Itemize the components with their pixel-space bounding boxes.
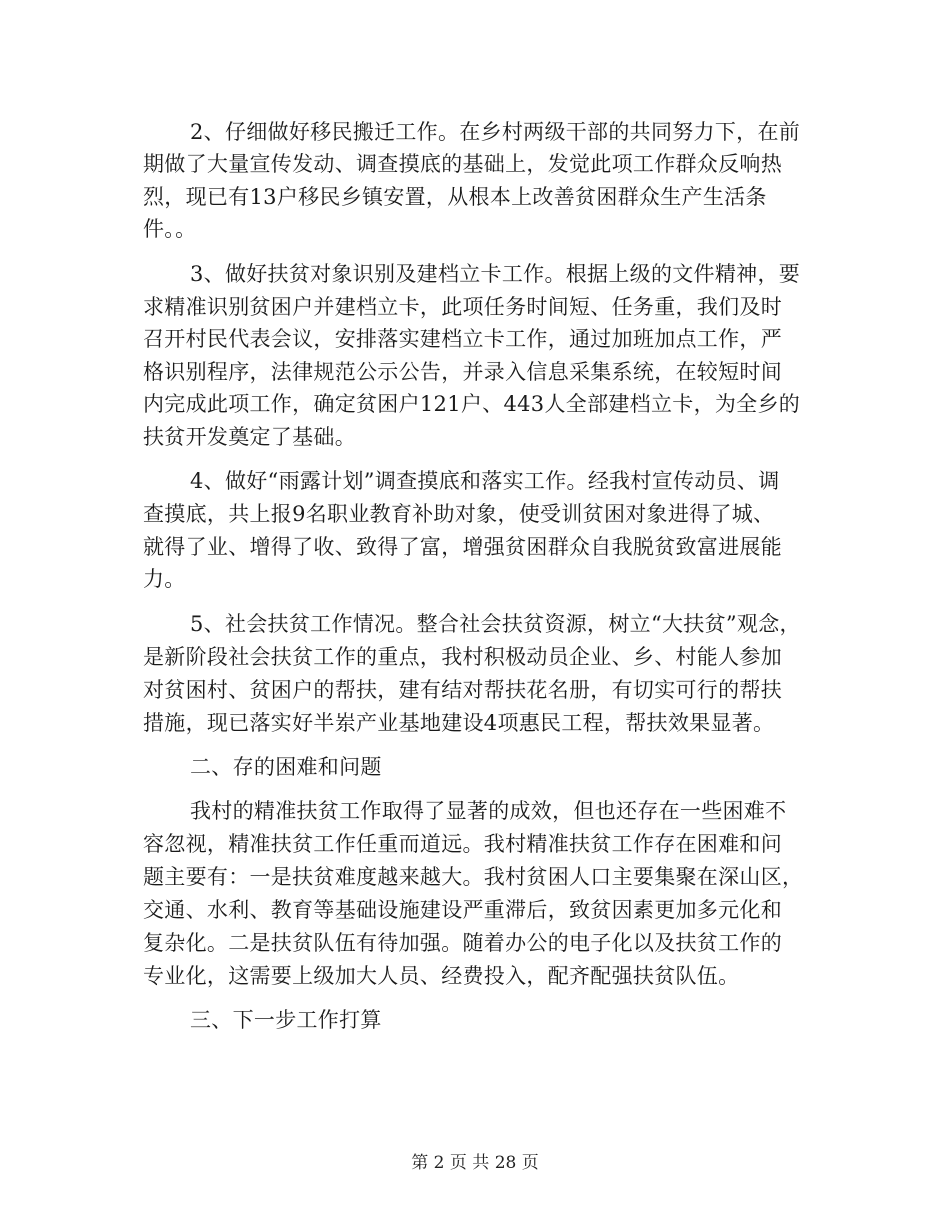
text-line: 件。。 (143, 217, 197, 241)
text-line: 二、存的困难和问题 (190, 755, 382, 779)
text-line: 格识别程序，法律规范公示公告，并录入信息采集系统，在较短时间 (143, 360, 782, 384)
text-line: 复杂化。二是扶贫队伍有待加强。随着办公的电子化以及扶贫工作的 (143, 931, 782, 955)
text-line: 期做了大量宣传发动、调查摸底的基础上，发觉此项工作群众反响热 (143, 152, 782, 176)
text-line: 扶贫开发奠定了基础。 (143, 425, 356, 449)
text-line: 题主要有：一是扶贫难度越来越大。我村贫困人口主要集聚在深山区， (143, 865, 804, 889)
text-line: 5、社会扶贫工作情况。整合社会扶贫资源，树立“大扶贫”观念， (190, 612, 801, 636)
text-line: 召开村民代表会议，安排落实建档立卡工作，通过加班加点工作，严 (143, 327, 782, 351)
page-footer: 第 2 页 共 28 页 (411, 1153, 539, 1173)
text-line: 3、做好扶贫对象识别及建档立卡工作。根据上级的文件精神，要 (190, 262, 801, 286)
text-line: 求精准识别贫困户并建档立卡，此项任务时间短、任务重，我们及时 (143, 295, 782, 319)
text-line: 就得了业、增得了收、致得了富，增强贫困群众自我脱贫致富进展能 (143, 535, 782, 559)
text-line: 4、做好“雨露计划”调查摸底和落实工作。经我村宣传动员、调 (190, 469, 780, 493)
text-line: 对贫困村、贫困户的帮扶，建有结对帮扶花名册，有切实可行的帮扶 (143, 678, 782, 702)
text-line: 烈，现已有13户移民乡镇安置，从根本上改善贫困群众生产生活条 (143, 185, 767, 209)
text-line: 三、下一步工作打算 (190, 1008, 382, 1032)
text-line: 容忽视，精准扶贫工作任重而道远。我村精准扶贫工作存在困难和问 (143, 832, 782, 856)
text-line: 内完成此项工作，确定贫困户121户、443人全部建档立卡，为全乡的 (143, 392, 801, 416)
text-line: 专业化，这需要上级加大人员、经费投入，配齐配强扶贫队伍。 (143, 964, 740, 988)
text-line: 力。 (143, 567, 186, 591)
text-line: 是新阶段社会扶贫工作的重点，我村积极动员企业、乡、村能人参加 (143, 645, 782, 669)
text-line: 措施，现已落实好半岽产业基地建设4项惠民工程，帮扶效果显著。 (143, 711, 775, 735)
text-line: 查摸底，共上报9名职业教育补助对象，使受训贫困对象进得了城、 (143, 502, 775, 526)
text-line: 我村的精准扶贫工作取得了显著的成效，但也还存在一些困难不 (190, 799, 787, 823)
text-line: 2、仔细做好移民搬迁工作。在乡村两级干部的共同努力下，在前 (190, 120, 801, 144)
text-line: 交通、水利、教育等基础设施建设严重滞后，致贫因素更加多元化和 (143, 898, 782, 922)
